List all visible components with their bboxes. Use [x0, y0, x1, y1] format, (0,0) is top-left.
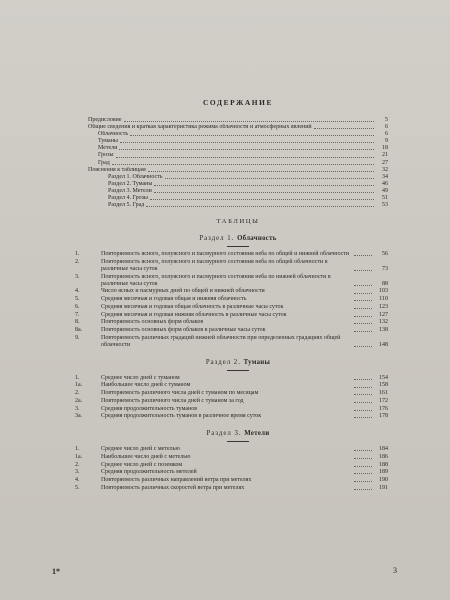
table-entry-number: 1. [75, 374, 80, 381]
toc-entry [88, 145, 388, 152]
table-entry-text [75, 413, 352, 420]
table-entry-page: 178 [379, 413, 388, 420]
dot-leader [354, 316, 372, 317]
table-entry-title: Повторяемость ясного, полуясного и пасмурного состояния неба по общей и нижней облачности [101, 251, 350, 258]
toc-entry-title: Предисловие [88, 117, 122, 123]
table-entry-page: 88 [382, 280, 388, 287]
toc-entry-title: Раздел 3. Метели [108, 187, 152, 194]
tables-sections [75, 235, 388, 492]
dot-leader [354, 466, 372, 467]
table-entry-text [75, 258, 352, 273]
table-entry [75, 288, 388, 295]
table-entry [75, 390, 388, 397]
toc-content [75, 98, 388, 492]
dot-leader [354, 489, 372, 490]
dot-leader [354, 410, 372, 411]
table-entry-number: 2. [75, 258, 80, 265]
dot-leader [116, 157, 375, 158]
table-entry-page: 154 [379, 374, 388, 381]
dot-leader [314, 128, 374, 129]
dot-leader [154, 192, 374, 193]
table-entry-number: 4. [75, 477, 80, 484]
table-entry-page: 186 [379, 454, 388, 460]
table-entry-text [75, 461, 352, 469]
dot-leader [150, 199, 374, 200]
table-entry [75, 319, 388, 326]
table-entry-text [75, 446, 352, 453]
section-heading [88, 359, 388, 366]
toc-entry [88, 160, 388, 167]
table-entry [75, 397, 388, 405]
table-entry-title: Повторяемость основных форм облаков в различные часы суток [101, 326, 266, 333]
dot-leader [354, 323, 372, 324]
table-entry-title: Среднее число дней с поземком [101, 461, 183, 468]
table-entry [75, 446, 388, 453]
toc-entry-page: 51 [382, 195, 388, 202]
section-heading-prefix: Раздел 3. [206, 430, 242, 438]
table-entry-text [75, 469, 352, 476]
toc-entry [88, 131, 388, 138]
table-entry-title: Повторяемость основных форм облаков [101, 319, 204, 326]
table-entry-page: 73 [382, 266, 388, 272]
section-heading-name: Облачность [237, 235, 277, 243]
signature-mark: 1* [52, 567, 60, 576]
toc-entry [88, 174, 388, 181]
table-entry [75, 374, 388, 382]
dot-leader [354, 293, 372, 294]
table-entry-number: 8. [75, 319, 80, 326]
dot-leader [354, 481, 372, 482]
toc-entry [88, 117, 388, 124]
table-entry-text [75, 311, 352, 319]
dot-leader [146, 206, 374, 207]
toc-entry [88, 124, 388, 131]
table-entry-title: Повторяемость различных скоростей ветра при метелях [101, 484, 245, 491]
table-entry [75, 251, 388, 258]
dot-leader [120, 142, 374, 143]
toc-entry-page: 6 [385, 124, 388, 131]
table-entry-title: Повторяемость различного числа дней с туманом по месяцам [101, 390, 259, 397]
dot-leader [354, 473, 372, 474]
table-entry-page: 127 [379, 311, 388, 318]
table-entry-title: Повторяемость различных градаций нижней облачности при определенных градациях общей облачности [101, 334, 341, 348]
table-entry-number: 2а. [75, 397, 83, 404]
toc-entry-page: 49 [382, 187, 388, 194]
dot-leader [354, 394, 372, 395]
toc-entry-title: Общие сведения и краткая характеристика режима облачности и атмосферных явлений [88, 124, 312, 131]
table-entry-text [75, 288, 352, 295]
dot-leader [354, 270, 372, 271]
table-entry-text [75, 303, 352, 311]
toc-entry [88, 202, 388, 209]
section-rule [227, 370, 249, 371]
section-heading-prefix: Раздел 1. [199, 235, 235, 243]
dot-leader [354, 255, 372, 256]
toc-entry [88, 152, 388, 159]
table-entry [75, 273, 388, 288]
table-entry [75, 258, 388, 273]
table-entry [75, 405, 388, 413]
dot-leader [112, 164, 374, 165]
toc-list [88, 117, 388, 209]
table-entry-text [75, 319, 352, 326]
section-heading-name: Метели [244, 430, 270, 438]
table-entry-page: 103 [379, 288, 388, 295]
table-entry-number: 1а. [75, 382, 83, 389]
table-entry-number: 3. [75, 405, 80, 412]
table-entry-number: 4. [75, 288, 80, 295]
dot-leader [354, 387, 372, 388]
table-entry-page: 172 [379, 397, 388, 404]
table-entry [75, 454, 388, 461]
dot-leader [354, 300, 372, 301]
toc-entry [88, 138, 388, 145]
toc-entry [88, 181, 388, 188]
section-heading [88, 430, 388, 437]
dot-leader [354, 450, 372, 451]
toc-entry-title: Облачность [98, 131, 129, 138]
table-entry-text [75, 326, 352, 334]
table-entry-text [75, 405, 352, 413]
table-entry-number: 1. [75, 446, 80, 453]
table-entry-text [75, 273, 352, 288]
dot-leader [354, 402, 372, 403]
table-entry-number: 2. [75, 390, 80, 397]
toc-entry-title: Туманы [98, 138, 118, 145]
table-entry-page: 190 [379, 477, 388, 484]
table-entry [75, 413, 388, 420]
table-entry-title: Средняя месячная и годовая общая и нижняя облачность [101, 296, 247, 303]
toc-entry [88, 188, 388, 195]
table-entry-number: 3. [75, 469, 80, 476]
table-entry-title: Среднее число дней с туманом [101, 374, 180, 381]
table-entry-number: 8а. [75, 326, 83, 333]
table-entry-page: 189 [379, 469, 388, 476]
table-entry-page: 148 [379, 341, 388, 348]
toc-entry-title: Пояснения к таблицам [88, 166, 146, 173]
section-heading-prefix: Раздел 2. [205, 358, 241, 366]
table-entry [75, 484, 388, 492]
toc-entry-title: Метели [98, 145, 118, 152]
table-entry-text [75, 382, 352, 389]
toc-entry-title: Раздел 5. Град [108, 202, 145, 209]
table-entry-number: 1а. [75, 454, 83, 460]
table-entry-number: 2. [75, 461, 80, 468]
toc-entry-title: Грозы [98, 152, 114, 159]
table-entry-text [75, 397, 352, 405]
table-entry-number: 9. [75, 334, 80, 341]
table-entry-text [75, 296, 352, 303]
dot-leader [354, 458, 372, 459]
table-entry-title: Повторяемость различного числа дней с туманом за год [101, 397, 244, 404]
table-entry-title: Наибольшее число дней с туманом [101, 382, 191, 389]
table-entry-title: Повторяемость различных направлений ветра при метелях [101, 477, 252, 484]
toc-entry-title: Раздел 4. Грозы [108, 195, 148, 202]
table-entry [75, 382, 388, 389]
table-entry-number: 5. [75, 296, 80, 303]
dot-leader [119, 149, 374, 150]
toc-entry-page: 21 [382, 152, 388, 159]
table-entry-page: 158 [379, 382, 388, 389]
table-entry-text [75, 390, 352, 397]
table-entry-page: 176 [379, 405, 388, 412]
table-entry-number: 5. [75, 484, 80, 491]
toc-entry [88, 195, 388, 202]
table-entry-title: Средняя продолжительность туманов [101, 405, 198, 412]
table-entry [75, 311, 388, 319]
table-entry-text [75, 334, 352, 349]
toc-entry-page: 34 [382, 173, 388, 180]
section-rule [227, 246, 249, 247]
toc-entry-title: Раздел 2. Туманы [108, 180, 153, 187]
toc-entry-page: 32 [382, 166, 388, 173]
dot-leader [148, 171, 374, 172]
toc-entry-title: Раздел 1. Облачность [108, 173, 163, 180]
table-entry-page: 56 [382, 251, 388, 258]
table-entry-text [75, 454, 352, 461]
table-entry-title: Число ясных и пасмурных дней по общей и нижней облачности [101, 288, 265, 295]
toc-entry-page: 6 [385, 131, 388, 138]
table-entry-page: 110 [379, 296, 388, 303]
section-rule [227, 441, 249, 442]
table-entry-number: 3а. [75, 413, 83, 420]
toc-entry-title: Град [98, 159, 110, 166]
table-entry-page: 123 [379, 303, 388, 310]
table-entry-title: Повторяемость ясного, полуясного и пасмурного состояния неба по нижней облачности в различные часы суток [101, 273, 331, 287]
table-entry-text [75, 251, 352, 258]
dot-leader [124, 121, 374, 122]
page-number: 3 [393, 566, 397, 575]
table-entry-text [75, 477, 352, 484]
table-entry-text [75, 374, 352, 382]
toc-entry [88, 167, 388, 174]
table-entry [75, 477, 388, 484]
table-entry-title: Средняя продолжительность туманов в различное время суток [101, 413, 262, 420]
dot-leader [354, 379, 372, 380]
dot-leader [154, 185, 374, 186]
toc-entry-page: 18 [382, 145, 388, 152]
dot-leader [130, 135, 374, 136]
table-entry-page: 184 [379, 446, 388, 453]
table-entry-title: Среднее число дней с метелью [101, 446, 180, 453]
section-heading-name: Туманы [243, 358, 271, 366]
table-entry-page: 188 [379, 461, 388, 468]
toc-entry-page: 46 [382, 180, 388, 187]
table-entry-number: 3. [75, 273, 80, 280]
table-entry-page: 191 [379, 484, 388, 491]
tables-heading: ТАБЛИЦЫ [216, 218, 260, 226]
table-entry-number: 1. [75, 251, 80, 258]
table-entry-page: 161 [379, 390, 388, 397]
table-entry [75, 334, 388, 349]
table-entry [75, 469, 388, 476]
toc-entry-page: 27 [382, 159, 388, 166]
dot-leader [354, 417, 372, 418]
table-entry-number: 6. [75, 303, 80, 310]
table-entry [75, 461, 388, 469]
dot-leader [354, 331, 372, 332]
table-entry [75, 303, 388, 311]
toc-entry-page: 9 [385, 138, 388, 145]
dot-leader [354, 308, 372, 309]
toc-entry-page: 5 [385, 117, 388, 123]
table-entry [75, 326, 388, 334]
table-entry-title: Наибольшее число дней с метелью [101, 454, 191, 460]
table-entry-page: 132 [379, 319, 388, 326]
page-title: СОДЕРЖАНИЕ [202, 98, 274, 107]
table-entry-text [75, 484, 352, 492]
table-entry [75, 296, 388, 303]
toc-entry-page: 53 [382, 202, 388, 209]
table-entry-page: 138 [379, 326, 388, 333]
section-heading [88, 235, 388, 242]
table-entry-title: Повторяемость ясного, полуясного и пасмурного состояния неба по общей облачности в различные часы суток [101, 258, 328, 272]
table-entry-title: Средняя месячная и годовая общая облачность в различные часы суток [101, 303, 284, 310]
table-entry-title: Средняя продолжительность метелей [101, 469, 197, 476]
dot-leader [165, 178, 374, 179]
table-entry-title: Средняя месячная и годовая нижняя облачность в различные часы суток [101, 311, 287, 318]
table-entry-number: 7. [75, 311, 80, 318]
dot-leader [354, 346, 372, 347]
dot-leader [354, 285, 372, 286]
